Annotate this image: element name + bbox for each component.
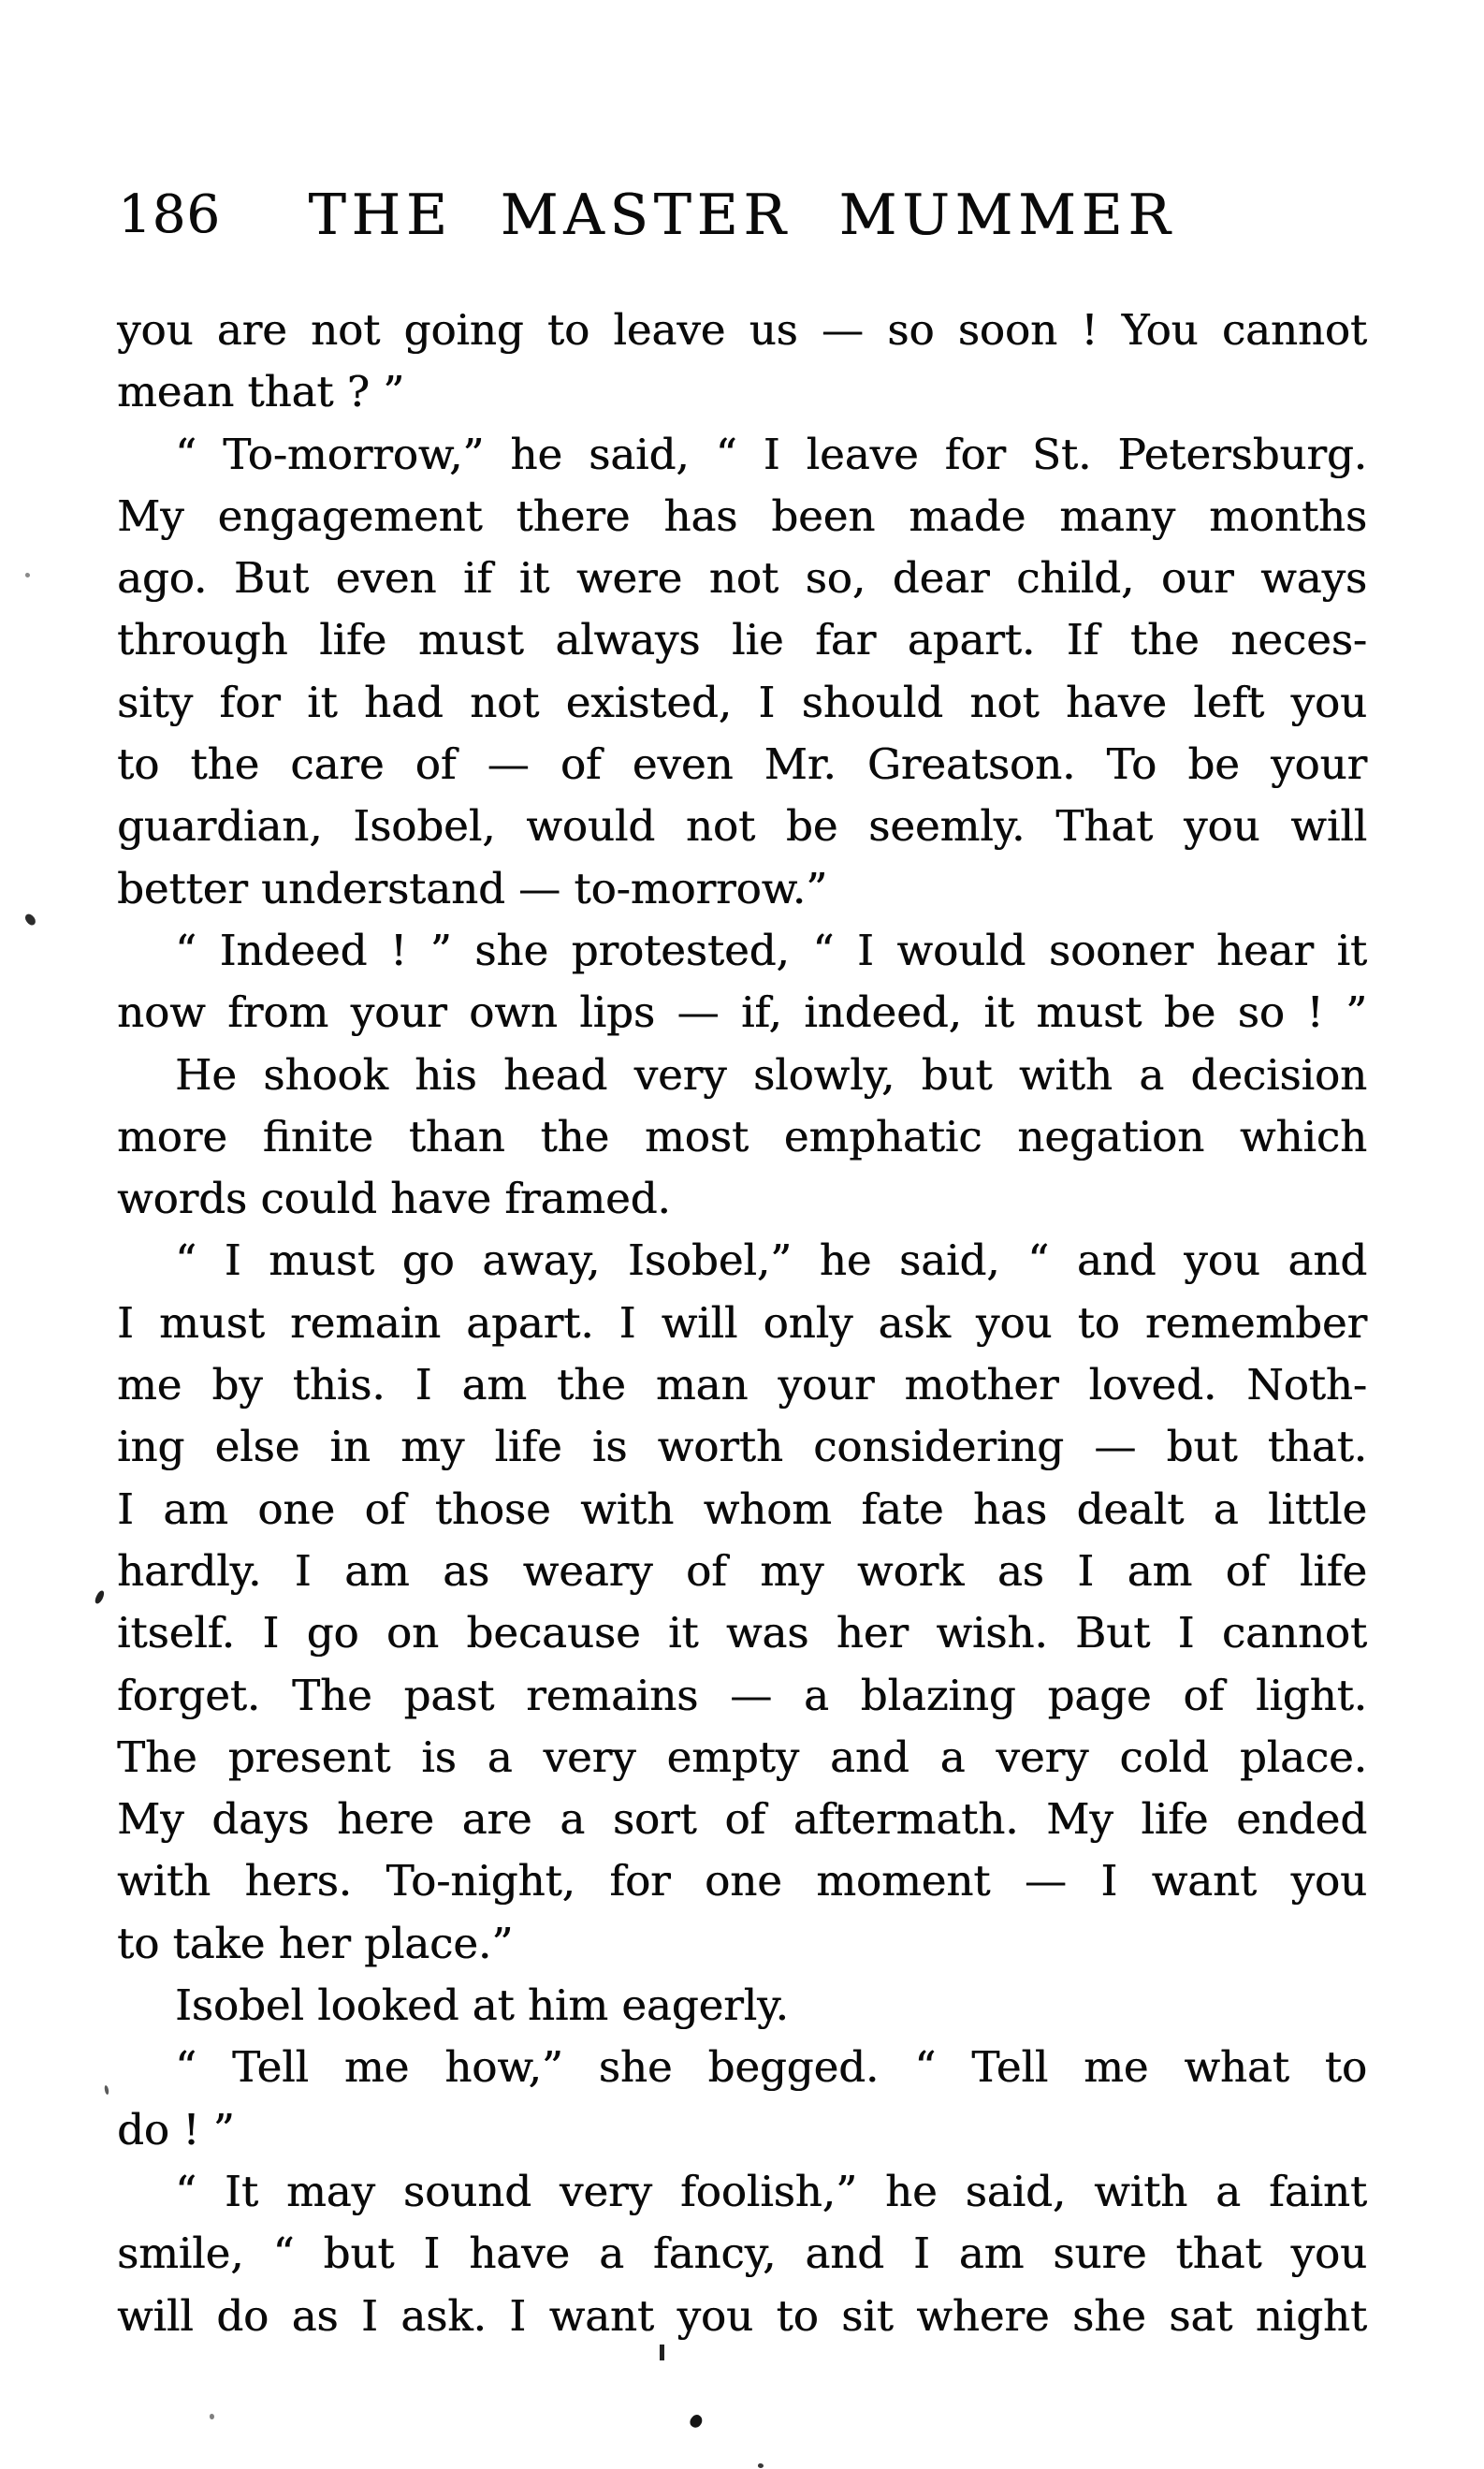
ink-speck [758, 2463, 764, 2468]
text-line: My days here are a sort of aftermath. My life ended [117, 1794, 1367, 1845]
text-line: sity for it had not existed, I should not have left you [117, 677, 1367, 727]
text-line: ago. But even if it were not so, dear child, our ways [117, 553, 1367, 604]
page-header [0, 185, 1484, 247]
ink-speck [23, 913, 37, 928]
text-line: The present is a very empty and a very cold place. [117, 1731, 1367, 1782]
text-line: to the care of — of even Mr. Greatson. To be your [117, 739, 1367, 790]
ink-speck [94, 1589, 106, 1605]
text-line: “ Tell me how,” she begged. “ Tell me what to [175, 2042, 1367, 2093]
running-title: THE MASTER MUMMER [308, 183, 1176, 248]
text-line: hardly. I am as weary of my work as I am of life [117, 1545, 1367, 1596]
text-line: mean that ? ” [117, 367, 405, 417]
text-line: words could have framed. [117, 1174, 671, 1224]
text-line: forget. The past remains — a blazing page of light. [117, 1670, 1367, 1720]
text-line: My engagement there has been made many months [117, 490, 1367, 541]
text-line: with hers. To-night, for one moment — I want you [117, 1856, 1367, 1907]
ink-speck [660, 2345, 664, 2360]
text-line: now from your own lips — if, indeed, it must be so ! ” [117, 987, 1367, 1038]
text-line: smile, “ but I have a fancy, and I am sure that you [117, 2228, 1367, 2279]
text-block [117, 299, 1367, 2347]
text-line: itself. I go on because it was her wish. But I cannot [117, 1608, 1367, 1658]
text-line: I am one of those with whom fate has dealt a little [117, 1483, 1367, 1534]
text-line: through life must always lie far apart. If the neces- [117, 615, 1367, 665]
ink-speck [210, 2414, 214, 2419]
text-line: guardian, Isobel, would not be seemly. That you will [117, 801, 1367, 852]
text-line: me by this. I am the man your mother loved. Noth- [117, 1360, 1367, 1410]
text-line: ing else in my life is worth considering — but that. [117, 1422, 1367, 1472]
text-line: you are not going to leave us — so soon ! You cannot [117, 305, 1367, 355]
page-number: 186 [118, 184, 221, 245]
text-line: “ Indeed ! ” she protested, “ I would sooner hear it [175, 925, 1367, 975]
text-line: “ It may sound very foolish,” he said, with a faint [175, 2166, 1367, 2216]
text-line: to take her place.” [117, 1918, 514, 1968]
text-line: more finite than the most emphatic negation which [117, 1111, 1367, 1161]
ink-speck [688, 2413, 705, 2430]
text-line: “ I must go away, Isobel,” he said, “ and you and [175, 1235, 1367, 1286]
ink-speck [25, 573, 30, 577]
ink-speck [104, 2085, 109, 2096]
text-line: will do as I ask. I want you to sit where she sat night [117, 2290, 1367, 2341]
text-line: I must remain apart. I will only ask you to remember [117, 1297, 1367, 1348]
text-line: He shook his head very slowly, but with a decision [175, 1049, 1367, 1100]
text-line: Isobel looked at him eagerly. [175, 1980, 789, 2031]
text-line: do ! ” [117, 2104, 235, 2155]
text-line: better understand — to-morrow.” [117, 863, 828, 913]
text-line: “ To-morrow,” he said, “ I leave for St. Petersburg. [175, 429, 1367, 479]
